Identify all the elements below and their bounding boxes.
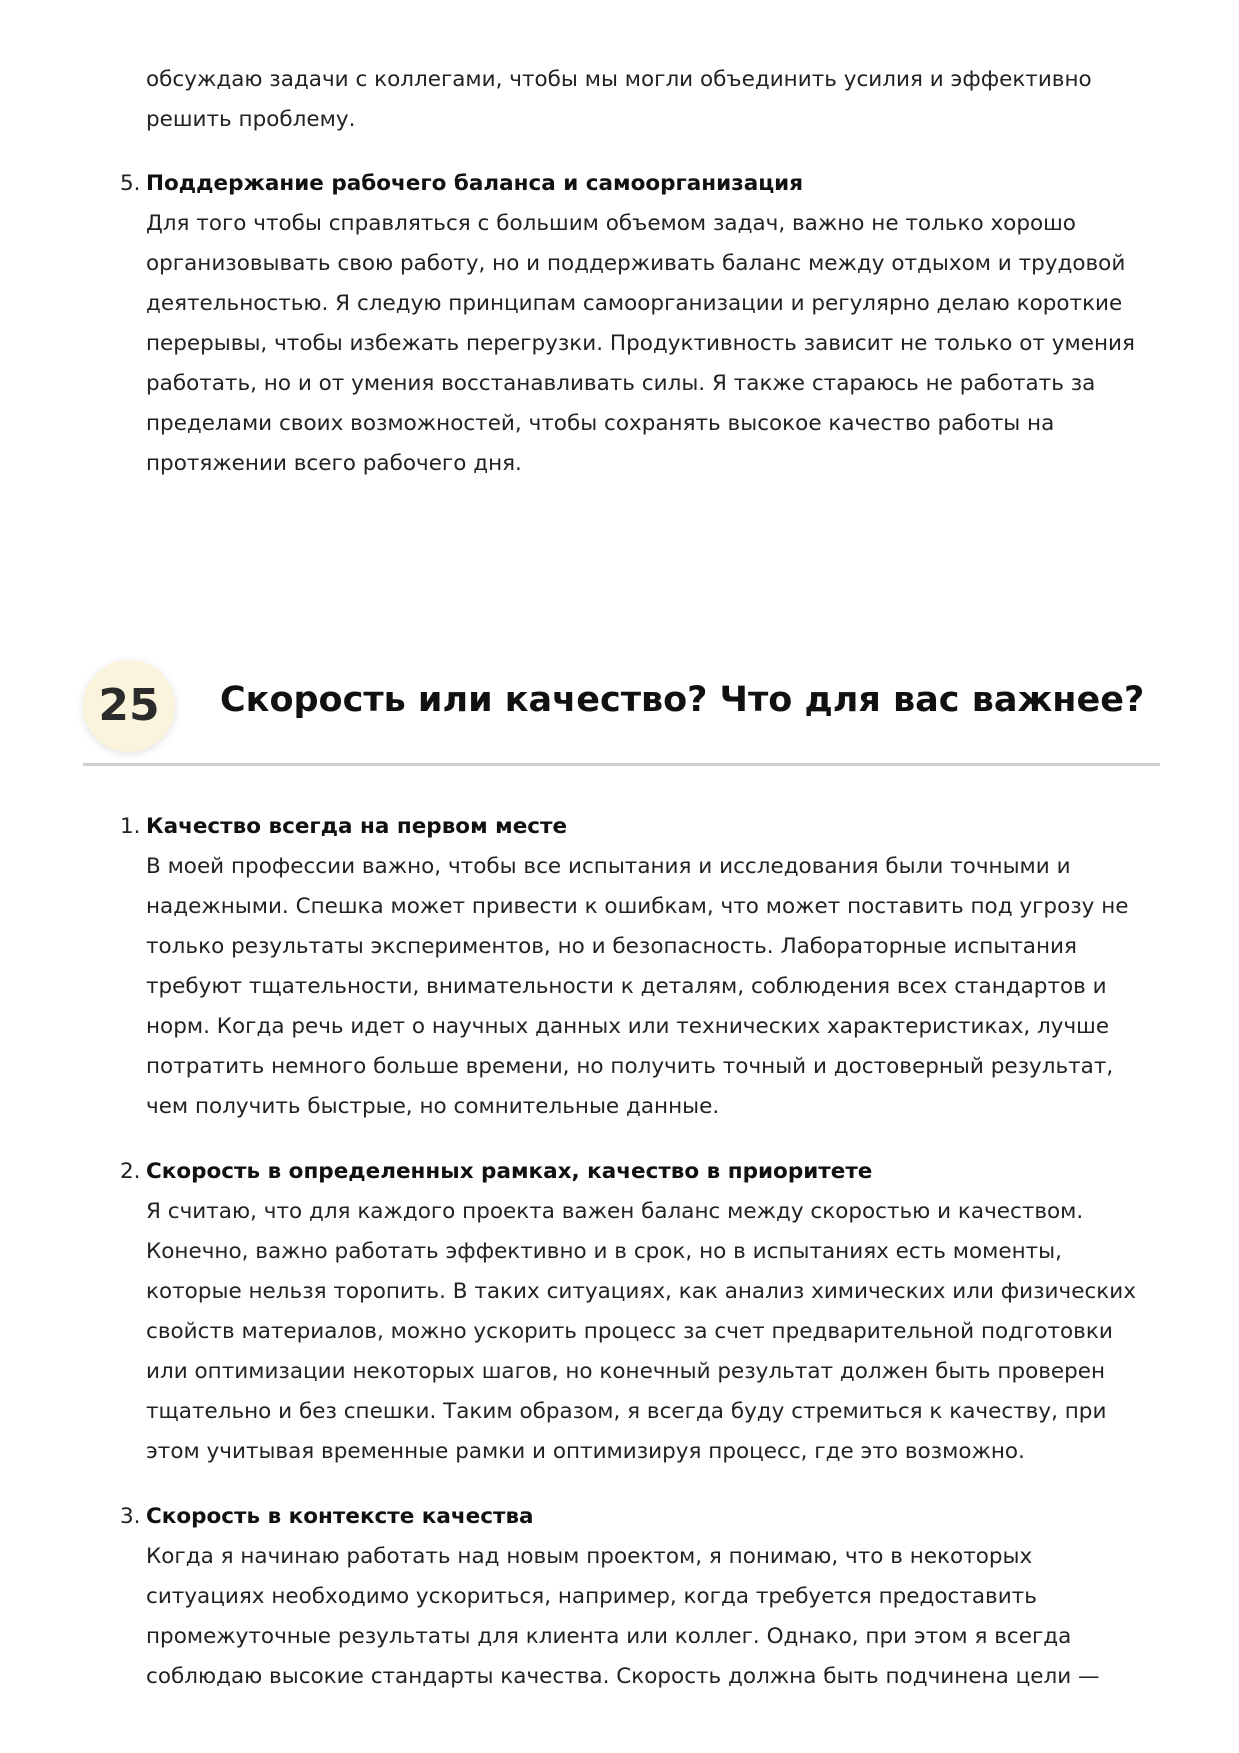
intro-line: решить проблему. [146, 107, 356, 132]
list-item-line: или оптимизации некоторых шагов, но конечный результат должен быть проверен [146, 1359, 1106, 1384]
list-item-number: 2. [120, 1159, 141, 1184]
list-item-line: свойств материалов, можно ускорить процесс за счет предварительной подготовки [146, 1319, 1113, 1344]
list-item-header [120, 164, 1160, 204]
list-item-title: Поддержание рабочего баланса и самоорганизация [146, 171, 804, 196]
list-item-number: 1. [120, 814, 141, 839]
list-item-line: только результаты экспериментов, но и безопасность. Лабораторные испытания [146, 934, 1077, 959]
section-title: Скорость или качество? Что для вас важнее? [220, 680, 1145, 720]
list-item-title: Качество всегда на первом месте [146, 814, 568, 839]
list-item-line: чем получить быстрые, но сомнительные данные. [146, 1094, 720, 1119]
list-item-line: норм. Когда речь идет о научных данных или технических характеристиках, лучше [146, 1014, 1110, 1039]
list-item-line: Для того чтобы справляться с большим объемом задач, важно не только хорошо [146, 211, 1076, 236]
list-item-line: деятельностью. Я следую принципам самоорганизации и регулярно делаю короткие [146, 291, 1123, 316]
intro-line: обсуждаю задачи с коллегами, чтобы мы могли объединить усилия и эффективно [146, 67, 1092, 92]
list-item-1 [120, 807, 1160, 1127]
section-divider [83, 763, 1160, 766]
list-item-line: тщательно и без спешки. Таким образом, я всегда буду стремиться к качеству, при [146, 1399, 1107, 1424]
list-item-line: которые нельзя торопить. В таких ситуациях, как анализ химических или физических [146, 1279, 1136, 1304]
list-item-line: Конечно, важно работать эффективно и в срок, но в испытаниях есть моменты, [146, 1239, 1062, 1264]
list-item-line: В моей профессии важно, чтобы все испытания и исследования были точными и [146, 854, 1071, 879]
list-item-line: пределами своих возможностей, чтобы сохранять высокое качество работы на [146, 411, 1055, 436]
intro-paragraph [120, 60, 1160, 140]
list-item-title: Скорость в определенных рамках, качество в приоритете [146, 1159, 873, 1184]
list-item-line: организовывать свою работу, но и поддерживать баланс между отдыхом и трудовой [146, 251, 1126, 276]
list-item-line: промежуточные результаты для клиента или коллег. Однако, при этом я всегда [146, 1624, 1072, 1649]
list-item-line: перерывы, чтобы избежать перегрузки. Продуктивность зависит не только от умения [146, 331, 1135, 356]
list-item-line: Я считаю, что для каждого проекта важен баланс между скоростью и качеством. [146, 1199, 1084, 1224]
list-item-line: работать, но и от умения восстанавливать силы. Я также стараюсь не работать за [146, 371, 1096, 396]
list-item-line: потратить немного больше времени, но получить точный и достоверный результат, [146, 1054, 1114, 1079]
list-item-5 [120, 164, 1160, 484]
list-item-header [120, 807, 1160, 847]
list-item-line: надежными. Спешка может привести к ошибкам, что может поставить под угрозу не [146, 894, 1129, 919]
list-item-title: Скорость в контексте качества [146, 1504, 534, 1529]
list-item-header [120, 1152, 1160, 1192]
list-item-line: соблюдаю высокие стандарты качества. Скорость должна быть подчинена цели — [146, 1664, 1100, 1689]
list-item-3 [120, 1497, 1160, 1697]
list-item-number: 3. [120, 1504, 141, 1529]
list-item-line: протяжении всего рабочего дня. [146, 451, 522, 476]
list-item-number: 5. [120, 171, 141, 196]
list-item-line: ситуациях необходимо ускориться, например, когда требуется предоставить [146, 1584, 1037, 1609]
list-item-line: Когда я начинаю работать над новым проектом, я понимаю, что в некоторых [146, 1544, 1033, 1569]
section-header [83, 660, 1160, 770]
list-item-line: этом учитывая временные рамки и оптимизируя процесс, где это возможно. [146, 1439, 1025, 1464]
list-item-line: требуют тщательности, внимательности к деталям, соблюдения всех стандартов и [146, 974, 1107, 999]
list-item-2 [120, 1152, 1160, 1472]
list-item-header [120, 1497, 1160, 1537]
section-number-badge: 25 [83, 660, 175, 752]
